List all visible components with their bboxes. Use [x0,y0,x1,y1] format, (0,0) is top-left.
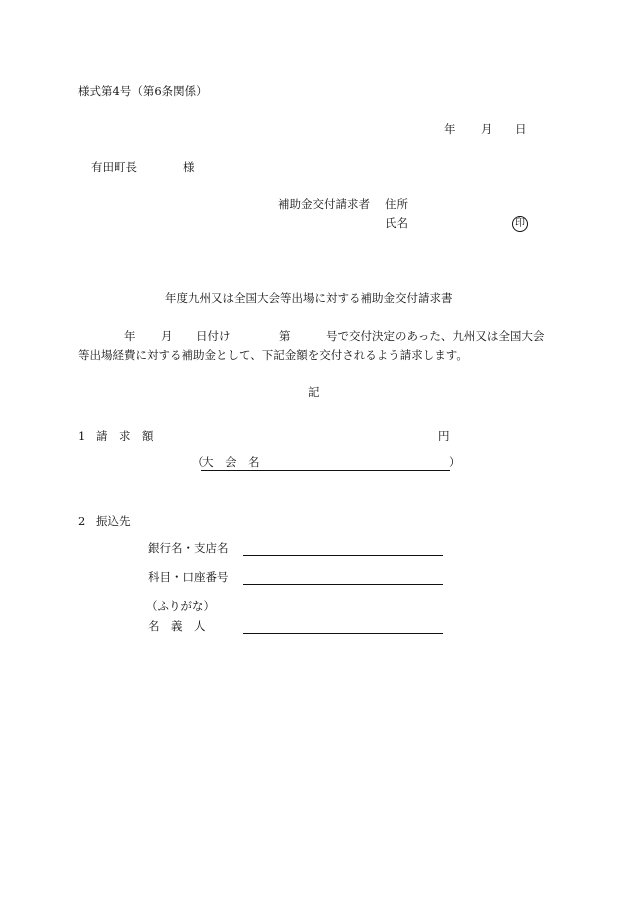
date-year: 年 [444,122,456,136]
tournament-open-paren: （ [192,455,204,469]
item1-number: 1 [78,429,86,443]
body-dai: 第 [279,329,291,343]
item1-label: 請 求 額 [96,429,154,443]
tournament-underline [201,470,450,471]
yen-label: 円 [438,429,450,443]
addressee-name: 有田町長 [91,160,137,174]
address-label: 住所 [385,197,408,211]
body-dated: 日付け [196,329,231,343]
applicant-label: 補助金交付請求者 [278,197,370,211]
holder-label: 名 義 人 [148,619,206,633]
body-month: 月 [161,329,173,343]
holder-underline [243,633,443,634]
body-line2: 等出場経費に対する補助金として、下記金額を交付されるよう請求します。 [78,348,468,362]
seal-mark: 印 [512,216,528,232]
form-number: 様式第4号（第6条関係） [78,84,208,98]
date-day: 日 [515,122,527,136]
tournament-label: 大 会 名 [202,455,260,469]
body-year: 年 [124,329,136,343]
document-title: 年度九州又は全国大会等出場に対する補助金交付請求書 [165,291,453,305]
ki-marker: 記 [308,385,320,399]
bank-label: 銀行名・支店名 [148,541,229,555]
tournament-close-paren: ） [449,455,461,469]
bank-underline [243,555,443,556]
item2-number: 2 [78,514,86,528]
item2-label: 振込先 [96,514,131,528]
account-underline [243,584,443,585]
addressee-honorific: 様 [183,160,195,174]
furigana-label: （ふりがな） [146,599,215,613]
date-month: 月 [481,122,493,136]
name-label: 氏名 [385,216,408,230]
account-label: 科目・口座番号 [148,570,229,584]
body-line1-rest: 号で交付決定のあった、九州又は全国大会 [326,329,545,343]
